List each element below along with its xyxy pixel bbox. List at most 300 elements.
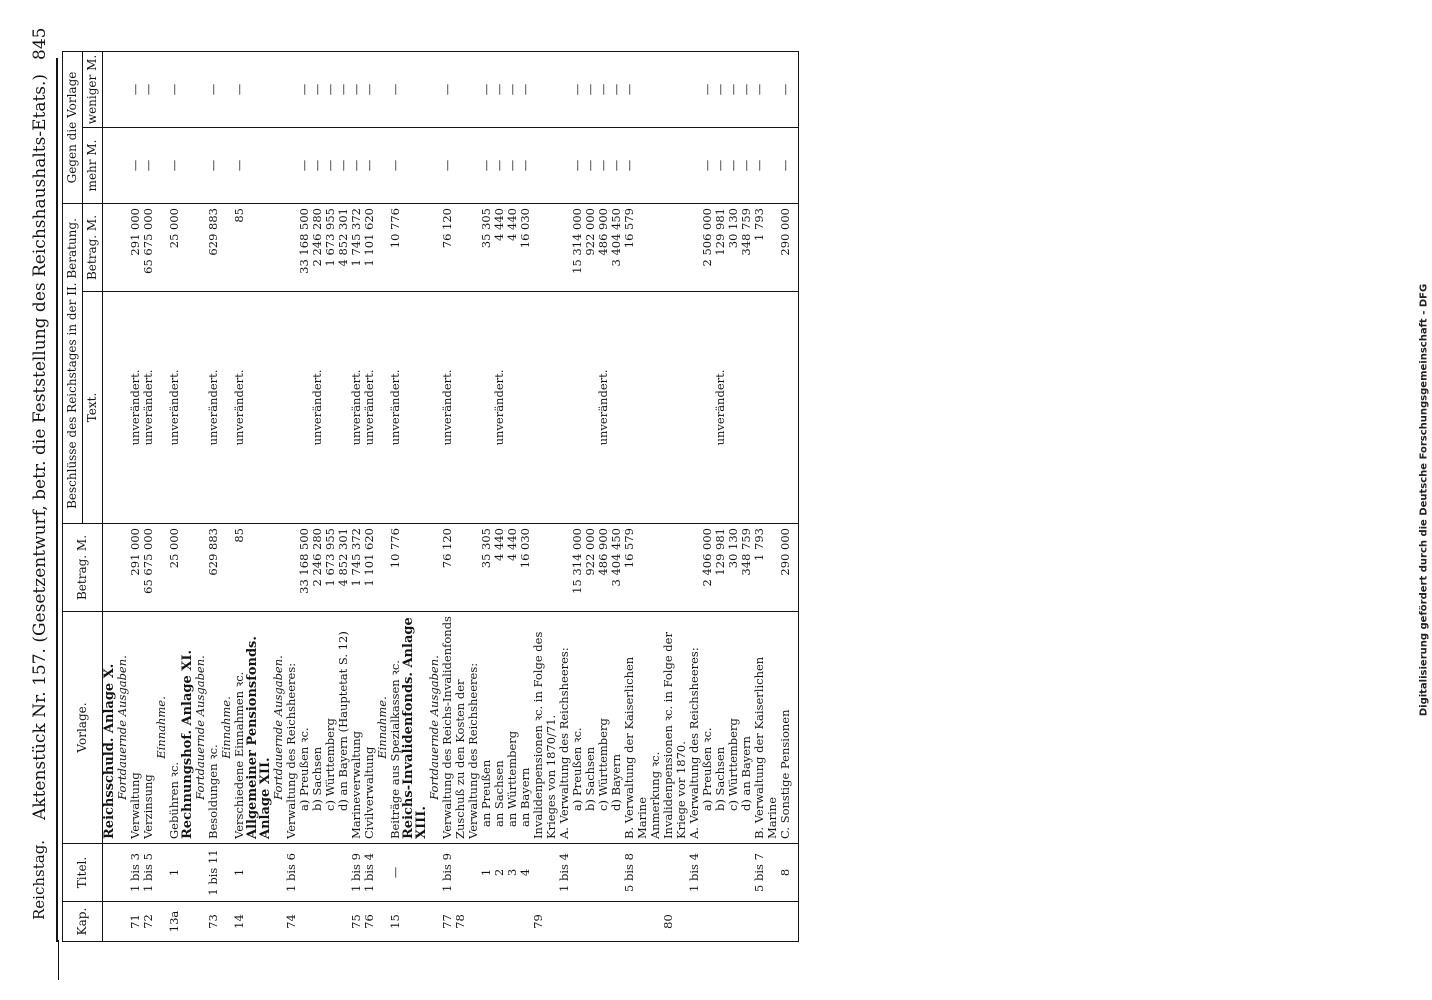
cell-weniger: —: [584, 52, 597, 128]
cell-titel: 5 bis 7: [753, 844, 779, 902]
cell-titel: 1 bis 3: [129, 844, 142, 902]
cell-kap: [311, 902, 324, 942]
cell-mehr: —: [779, 128, 792, 204]
cell-kap: [584, 902, 597, 942]
table-row: [532, 52, 558, 942]
cell-betrag: 1 745 372: [350, 524, 363, 612]
cell-kap: [688, 902, 701, 942]
cell-mehr: [272, 128, 285, 204]
cell-vorlage-text: Zuschuß zu den Kosten der Verwaltung des Reichsheeres:: [454, 612, 480, 844]
cell-beschluss-text: [623, 292, 649, 524]
cell-titel: [662, 844, 688, 902]
header-rule: [56, 58, 58, 942]
cell-weniger: —: [597, 52, 610, 128]
cell-betrag: 629 883: [207, 524, 220, 612]
cell-beschluss-text: unverändert.: [597, 292, 610, 524]
cell-titel: 4: [519, 844, 532, 902]
table-end-cell: [792, 844, 799, 902]
cell-vorlage-text: a) Preußen ꝛc.: [571, 612, 584, 844]
cell-mehr: —: [324, 128, 337, 204]
cell-vorlage-text: c) Württemberg: [727, 612, 740, 844]
table-row: [662, 52, 688, 942]
cell-weniger: —: [480, 52, 493, 128]
cell-mehr: [532, 128, 558, 204]
table-end-cell: [792, 52, 799, 128]
cell-mehr: —: [480, 128, 493, 204]
cell-beschluss-betrag: 16 030: [519, 204, 532, 292]
cell-beschluss-text: [103, 292, 117, 524]
cell-mehr: —: [389, 128, 402, 204]
cell-weniger: —: [701, 52, 714, 128]
table-row: [363, 52, 376, 942]
cell-titel: [324, 844, 337, 902]
cell-beschluss-text: [519, 292, 532, 524]
cell-vorlage-text: b) Sachsen: [311, 612, 324, 844]
table-end-cell: [792, 204, 799, 292]
cell-beschluss-text: [532, 292, 558, 524]
cell-beschluss-betrag: 1 673 955: [324, 204, 337, 292]
cell-titel: 1: [480, 844, 493, 902]
cell-vorlage-text: c) Württemberg: [324, 612, 337, 844]
cell-titel: 8: [779, 844, 792, 902]
table-row: [402, 52, 428, 942]
cell-weniger: [532, 52, 558, 128]
cell-vorlage-text: c) Württemberg: [597, 612, 610, 844]
cell-vorlage-text: B. Verwaltung der Kaiserlichen Marine: [753, 612, 779, 844]
cell-betrag: 76 120: [441, 524, 454, 612]
cell-mehr: —: [337, 128, 350, 204]
cell-weniger: —: [389, 52, 402, 128]
cell-kap: 74: [285, 902, 298, 942]
cell-mehr: [662, 128, 688, 204]
cell-vorlage-text: Einnahme.: [376, 612, 389, 844]
cell-beschluss-betrag: 1 101 620: [363, 204, 376, 292]
table-end-row: [792, 52, 799, 942]
cell-beschluss-text: [662, 292, 688, 524]
cell-kap: 79: [532, 902, 558, 942]
cell-mehr: [402, 128, 428, 204]
cell-kap: [571, 902, 584, 942]
cell-betrag: 922 000: [584, 524, 597, 612]
cell-betrag: 1 101 620: [363, 524, 376, 612]
cell-betrag: 4 440: [493, 524, 506, 612]
cell-kap: [597, 902, 610, 942]
cell-beschluss-text: unverändert.: [311, 292, 324, 524]
cell-mehr: —: [493, 128, 506, 204]
cell-beschluss-text: unverändert.: [363, 292, 376, 524]
cell-beschluss-betrag: 2 506 000: [701, 204, 714, 292]
cell-beschluss-betrag: 1 793: [753, 204, 779, 292]
cell-beschluss-betrag: 3 404 450: [610, 204, 623, 292]
cell-weniger: [181, 52, 194, 128]
cell-vorlage-text: an Württemberg: [506, 612, 519, 844]
cell-kap: 77: [441, 902, 454, 942]
cell-titel: —: [389, 844, 402, 902]
col-kap: Kap.: [63, 902, 103, 942]
cell-titel: 2: [493, 844, 506, 902]
header-left: Reichstag.: [30, 839, 48, 920]
cell-titel: [727, 844, 740, 902]
dfg-note-text: Digitalisierung gefördert durch die Deutsche Forschungsgemeinschaft - DFG: [1418, 283, 1430, 717]
cell-betrag: [272, 524, 285, 612]
cell-titel: 1 bis 9: [350, 844, 363, 902]
cell-beschluss-betrag: [649, 204, 662, 292]
cell-kap: 13a: [168, 902, 181, 942]
cell-betrag: [532, 524, 558, 612]
cell-weniger: —: [363, 52, 376, 128]
cell-mehr: —: [168, 128, 181, 204]
cell-mehr: —: [142, 128, 155, 204]
table-end-cell: [792, 292, 799, 524]
cell-weniger: —: [168, 52, 181, 128]
cell-mehr: —: [441, 128, 454, 204]
cell-vorlage-text: Fortdauernde Ausgaben.: [428, 612, 441, 844]
table-row: [142, 52, 155, 942]
cell-kap: [610, 902, 623, 942]
cell-betrag: [246, 524, 272, 612]
cell-weniger: —: [142, 52, 155, 128]
cell-kap: [714, 902, 727, 942]
table-end-cell: [792, 524, 799, 612]
cell-betrag: 486 900: [597, 524, 610, 612]
table-row: [753, 52, 779, 942]
cell-betrag: 16 579: [623, 524, 649, 612]
cell-beschluss-text: unverändert.: [389, 292, 402, 524]
cell-mehr: —: [571, 128, 584, 204]
cell-kap: 76: [363, 902, 376, 942]
cell-mehr: —: [233, 128, 246, 204]
cell-kap: 73: [207, 902, 220, 942]
cell-betrag: [181, 524, 194, 612]
cell-betrag: 1 673 955: [324, 524, 337, 612]
cell-vorlage-text: Verzinsung: [142, 612, 155, 844]
cell-beschluss-text: [740, 292, 753, 524]
col-weniger: weniger M.: [83, 52, 103, 128]
cell-betrag: [402, 524, 428, 612]
cell-mehr: —: [298, 128, 311, 204]
cell-weniger: [103, 52, 117, 128]
col-titel: Titel.: [63, 844, 103, 902]
cell-mehr: —: [207, 128, 220, 204]
col-mehr: mehr M.: [83, 128, 103, 204]
cell-beschluss-text: [610, 292, 623, 524]
cell-kap: [558, 902, 571, 942]
cell-beschluss-text: unverändert.: [493, 292, 506, 524]
cell-vorlage-text: Einnahme.: [155, 612, 168, 844]
cell-vorlage-text: Gebühren ꝛc.: [168, 612, 181, 844]
cell-mehr: —: [623, 128, 649, 204]
cell-weniger: —: [714, 52, 727, 128]
cell-titel: 1 bis 4: [363, 844, 376, 902]
cell-beschluss-betrag: 486 900: [597, 204, 610, 292]
cell-titel: 1: [233, 844, 246, 902]
cell-vorlage-text: d) Bayern: [610, 612, 623, 844]
cell-betrag: 35 305: [480, 524, 493, 612]
cell-beschluss-betrag: [272, 204, 285, 292]
cell-titel: [246, 844, 272, 902]
table-row: [779, 52, 792, 942]
cell-kap: [740, 902, 753, 942]
cell-beschluss-betrag: 30 130: [727, 204, 740, 292]
cell-vorlage-text: Verwaltung: [129, 612, 142, 844]
cell-mehr: —: [311, 128, 324, 204]
margin-rule: [58, 940, 59, 980]
cell-titel: [584, 844, 597, 902]
cell-kap: 15: [389, 902, 402, 942]
cell-titel: [402, 844, 428, 902]
cell-vorlage-text: Fortdauernde Ausgaben.: [272, 612, 285, 844]
table-row: [623, 52, 649, 942]
cell-betrag: 291 000: [129, 524, 142, 612]
cell-kap: [779, 902, 792, 942]
cell-weniger: [649, 52, 662, 128]
cell-beschluss-text: [727, 292, 740, 524]
cell-kap: [480, 902, 493, 942]
cell-betrag: [662, 524, 688, 612]
cell-weniger: —: [740, 52, 753, 128]
cell-titel: [103, 844, 117, 902]
cell-titel: [454, 844, 480, 902]
cell-beschluss-text: [558, 292, 571, 524]
cell-titel: [298, 844, 311, 902]
cell-titel: [649, 844, 662, 902]
cell-weniger: —: [493, 52, 506, 128]
table-row: [207, 52, 220, 942]
cell-weniger: [662, 52, 688, 128]
cell-mehr: [246, 128, 272, 204]
cell-mehr: —: [350, 128, 363, 204]
cell-beschluss-betrag: [402, 204, 428, 292]
cell-mehr: —: [129, 128, 142, 204]
cell-weniger: [402, 52, 428, 128]
cell-mehr: —: [610, 128, 623, 204]
cell-beschluss-text: [753, 292, 779, 524]
cell-vorlage-text: B. Verwaltung der Kaiserlichen Marine: [623, 612, 649, 844]
cell-vorlage-text: Marineverwaltung: [350, 612, 363, 844]
cell-vorlage-text: Reichsschuld. Anlage X.: [103, 612, 117, 844]
cell-betrag: 348 759: [740, 524, 753, 612]
table-row: [246, 52, 272, 942]
cell-kap: [727, 902, 740, 942]
cell-beschluss-betrag: 35 305: [480, 204, 493, 292]
cell-beschluss-betrag: [662, 204, 688, 292]
cell-mehr: —: [753, 128, 779, 204]
cell-kap: [324, 902, 337, 942]
cell-beschluss-betrag: [181, 204, 194, 292]
cell-weniger: —: [298, 52, 311, 128]
cell-vorlage-text: Fortdauernde Ausgaben.: [116, 612, 129, 844]
cell-beschluss-text: unverändert.: [207, 292, 220, 524]
cell-beschluss-text: [181, 292, 194, 524]
cell-betrag: 10 776: [389, 524, 402, 612]
cell-betrag: [103, 524, 117, 612]
cell-mehr: —: [584, 128, 597, 204]
cell-kap: 80: [662, 902, 688, 942]
cell-weniger: —: [727, 52, 740, 128]
cell-vorlage-text: an Bayern: [519, 612, 532, 844]
cell-beschluss-betrag: 85: [233, 204, 246, 292]
cell-titel: [714, 844, 727, 902]
cell-betrag: 2 246 280: [311, 524, 324, 612]
cell-kap: 72: [142, 902, 155, 942]
page-number: 845: [30, 27, 50, 60]
cell-mehr: [649, 128, 662, 204]
cell-kap: [493, 902, 506, 942]
cell-vorlage-text: Verwaltung des Reichsheeres:: [285, 612, 298, 844]
cell-beschluss-betrag: 129 981: [714, 204, 727, 292]
cell-betrag: 3 404 450: [610, 524, 623, 612]
cell-vorlage-text: d) an Bayern: [740, 612, 753, 844]
cell-beschluss-betrag: 16 579: [623, 204, 649, 292]
cell-titel: 3: [506, 844, 519, 902]
col-text: Text.: [83, 292, 103, 524]
col-vorlage: Vorlage.: [63, 612, 103, 844]
cell-beschluss-betrag: 4 852 301: [337, 204, 350, 292]
cell-beschluss-betrag: 291 000: [129, 204, 142, 292]
table-row: [181, 52, 194, 942]
cell-kap: [298, 902, 311, 942]
cell-mehr: —: [701, 128, 714, 204]
cell-mehr: [454, 128, 480, 204]
cell-kap: [181, 902, 194, 942]
cell-vorlage-text: a) Preußen ꝛc.: [298, 612, 311, 844]
cell-titel: [181, 844, 194, 902]
cell-kap: 71: [129, 902, 142, 942]
cell-vorlage-text: b) Sachsen: [714, 612, 727, 844]
cell-beschluss-text: unverändert.: [129, 292, 142, 524]
cell-betrag: 4 440: [506, 524, 519, 612]
cell-betrag: 33 168 500: [298, 524, 311, 612]
cell-kap: [506, 902, 519, 942]
cell-kap: [753, 902, 779, 942]
cell-beschluss-betrag: 33 168 500: [298, 204, 311, 292]
cell-beschluss-text: unverändert.: [233, 292, 246, 524]
cell-weniger: —: [753, 52, 779, 128]
cell-weniger: —: [337, 52, 350, 128]
cell-weniger: —: [350, 52, 363, 128]
cell-titel: 1 bis 9: [441, 844, 454, 902]
cell-weniger: —: [623, 52, 649, 128]
cell-weniger: —: [571, 52, 584, 128]
cell-mehr: —: [714, 128, 727, 204]
cell-kap: [402, 902, 428, 942]
cell-kap: [623, 902, 649, 942]
cell-betrag: 290 000: [779, 524, 792, 612]
cell-titel: [597, 844, 610, 902]
cell-betrag: 16 030: [519, 524, 532, 612]
cell-beschluss-betrag: 922 000: [584, 204, 597, 292]
dfg-funding-note: [1418, 10, 1430, 990]
cell-vorlage-text: A. Verwaltung des Reichsheeres:: [688, 612, 701, 844]
cell-beschluss-text: unverändert.: [168, 292, 181, 524]
cell-betrag: 129 981: [714, 524, 727, 612]
col-beschl-betrag: Betrag. M.: [83, 204, 103, 292]
col-betrag: Betrag. M.: [63, 524, 103, 612]
cell-beschluss-text: unverändert.: [714, 292, 727, 524]
cell-beschluss-betrag: [454, 204, 480, 292]
cell-beschluss-betrag: [246, 204, 272, 292]
cell-beschluss-betrag: 65 675 000: [142, 204, 155, 292]
cell-beschluss-text: [779, 292, 792, 524]
cell-beschluss-text: [285, 292, 298, 524]
cell-vorlage-text: Besoldungen ꝛc.: [207, 612, 220, 844]
cell-betrag: 15 314 000: [571, 524, 584, 612]
table-row: [103, 52, 117, 942]
cell-beschluss-betrag: 2 246 280: [311, 204, 324, 292]
cell-vorlage-text: Einnahme.: [220, 612, 233, 844]
cell-beschluss-text: [649, 292, 662, 524]
cell-weniger: —: [129, 52, 142, 128]
cell-kap: 75: [350, 902, 363, 942]
cell-weniger: —: [233, 52, 246, 128]
cell-titel: 5 bis 8: [623, 844, 649, 902]
cell-titel: 1 bis 4: [688, 844, 701, 902]
cell-beschluss-betrag: [532, 204, 558, 292]
cell-vorlage-text: Invalidenpensionen ꝛc. in Folge des Krieges von 1870/71.: [532, 612, 558, 844]
cell-beschluss-text: [506, 292, 519, 524]
table-row: [454, 52, 480, 942]
cell-vorlage-text: Civilverwaltung: [363, 612, 376, 844]
cell-weniger: —: [441, 52, 454, 128]
cell-beschluss-text: [402, 292, 428, 524]
cell-vorlage-text: Anmerkung ꝛc.: [649, 612, 662, 844]
cell-betrag: 4 852 301: [337, 524, 350, 612]
cell-vorlage-text: d) an Bayern (Hauptetat S. 12): [337, 612, 350, 844]
cell-vorlage-text: A. Verwaltung des Reichsheeres:: [558, 612, 571, 844]
cell-titel: [311, 844, 324, 902]
cell-vorlage-text: Reichs-Invalidenfonds. Anlage XIII.: [402, 612, 428, 844]
cell-mehr: [103, 128, 117, 204]
cell-weniger: [454, 52, 480, 128]
cell-titel: 1 bis 6: [285, 844, 298, 902]
cell-mehr: —: [727, 128, 740, 204]
cell-beschluss-betrag: 348 759: [740, 204, 753, 292]
cell-vorlage-text: Invalidenpensionen ꝛc. in Folge der Kriege vor 1870.: [662, 612, 688, 844]
cell-beschluss-text: [454, 292, 480, 524]
cell-weniger: [272, 52, 285, 128]
col-beschluesse: Beschlüsse des Reichstages in der II. Beratung.: [63, 204, 83, 524]
cell-betrag: 65 675 000: [142, 524, 155, 612]
cell-titel: [532, 844, 558, 902]
cell-beschluss-text: [324, 292, 337, 524]
cell-kap: 78: [454, 902, 480, 942]
cell-beschluss-betrag: [103, 204, 117, 292]
cell-titel: 1: [168, 844, 181, 902]
cell-kap: [103, 902, 117, 942]
cell-titel: 1 bis 4: [558, 844, 571, 902]
cell-weniger: —: [506, 52, 519, 128]
cell-weniger: [246, 52, 272, 128]
cell-beschluss-text: unverändert.: [350, 292, 363, 524]
cell-weniger: —: [207, 52, 220, 128]
col-gegen: Gegen die Vorlage: [63, 52, 83, 204]
cell-mehr: —: [506, 128, 519, 204]
table-end-cell: [792, 128, 799, 204]
cell-vorlage-text: Allgemeiner Pensionsfonds. Anlage XII.: [246, 612, 272, 844]
cell-beschluss-text: [571, 292, 584, 524]
cell-vorlage-text: Fortdauernde Ausgaben.: [194, 612, 207, 844]
cell-beschluss-betrag: 25 000: [168, 204, 181, 292]
cell-betrag: [649, 524, 662, 612]
cell-mehr: [181, 128, 194, 204]
cell-mehr: —: [519, 128, 532, 204]
cell-beschluss-text: [688, 292, 701, 524]
cell-betrag: [454, 524, 480, 612]
cell-weniger: —: [610, 52, 623, 128]
cell-vorlage-text: C. Sonstige Pensionen: [779, 612, 792, 844]
cell-beschluss-betrag: 4 440: [506, 204, 519, 292]
header-title: Aktenstück Nr. 157. (Gesetzentwurf, betr. die Feststellung des Reichshaushalts-Etats.): [30, 73, 50, 820]
